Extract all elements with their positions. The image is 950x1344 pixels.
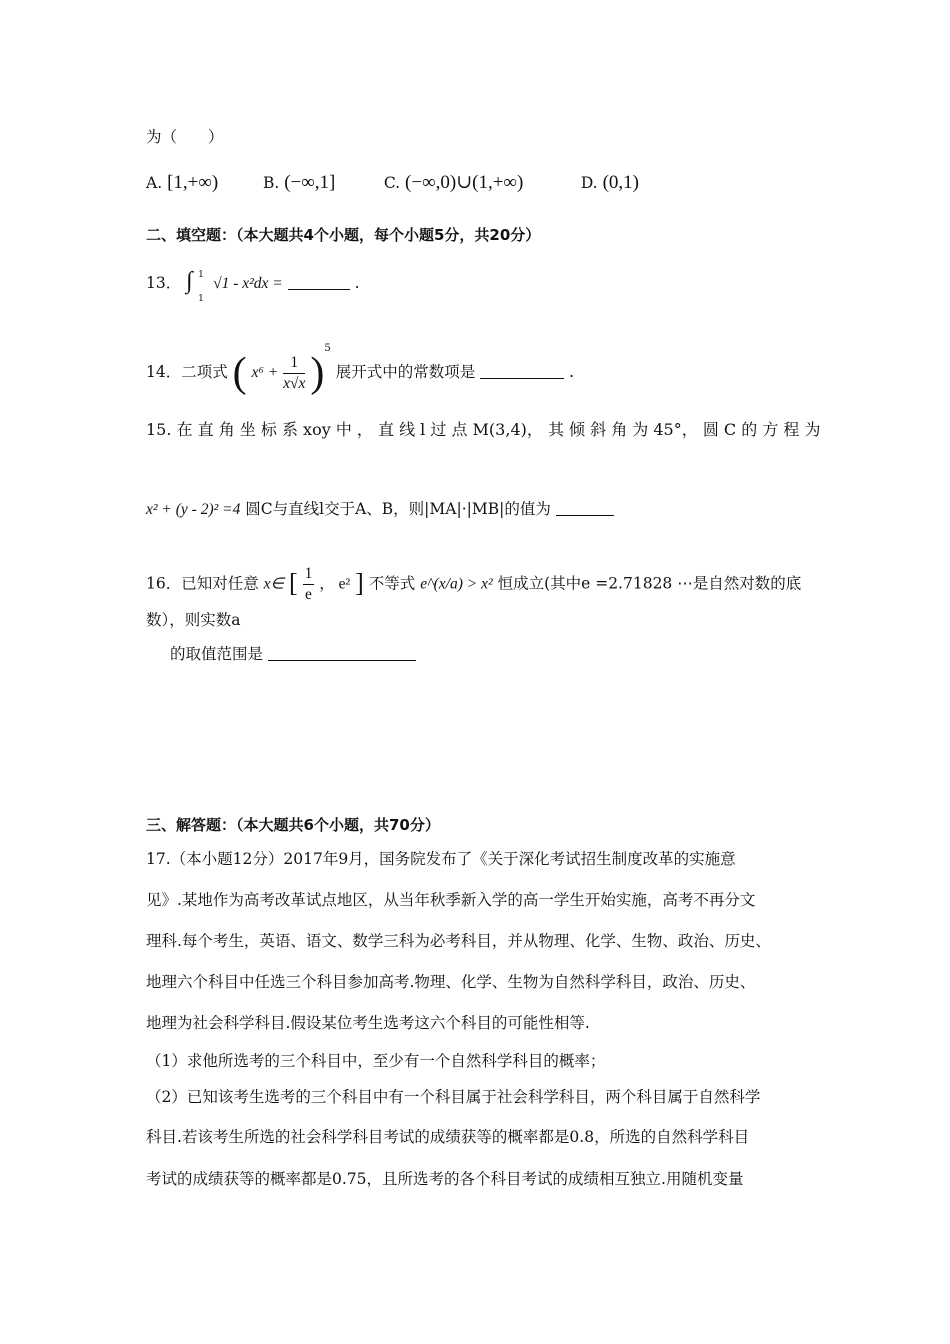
- q17-line: （2）已知该考生选考的三个科目中有一个科目属于社会科学科目，两个科目属于自然科学: [146, 1088, 761, 1106]
- q14-fraction: $\frac{1}{x√x}$: [283, 353, 306, 392]
- q14-prefix: 14．二项式: [146, 363, 228, 381]
- question-15-line-2: [146, 498, 614, 521]
- question-14: 14．二项式 ( x⁶ + $\frac{1}{x√x}$ )$^5$ 展开式中的常数项是 .: [146, 343, 575, 396]
- question-12-stem-end: 为（ ）: [146, 128, 224, 146]
- question-16-line-1: 16．已知对任意 x∈ [ $\frac{1}{e}$ ， e² ] 不等式 e^(x/a) > x² 恒成立(其中e =2.71828 ⋯是自然对数的底: [146, 565, 802, 603]
- option-d: D. (0,1): [580, 172, 639, 193]
- q14-term: x⁶ +: [251, 364, 279, 381]
- question-13: 13． ∫ 1 1 √1 - x²dx = .: [146, 268, 360, 304]
- q17-line: 科目.若该考生所选的社会科学科目考试的成绩获等的概率都是0.8，所选的自然科学科目: [146, 1128, 750, 1146]
- option-a: A. [1,+∞): [146, 172, 219, 193]
- q17-line: 理科.每个考生，英语、语文、数学三科为必考科目，并从物理、化学、生物、政治、历史、: [146, 932, 771, 950]
- q14-answer-blank: [480, 364, 564, 379]
- q17-line: 地理六个科目中任选三个科目参加高考.物理、化学、生物为自然科学科目，政治、历史、: [146, 973, 756, 991]
- question-16-line-2: 数），则实数a: [146, 611, 241, 629]
- option-c: C. (−∞,0)∪(1,+∞): [383, 172, 524, 193]
- q15-answer-blank: [556, 501, 614, 516]
- q16-answer-blank: [268, 646, 416, 661]
- q17-line: 17.（本小题12分）2017年9月，国务院发布了《关于深化考试招生制度改革的实施意: [146, 850, 736, 868]
- q16-inequality: e^(x/a) > x²: [420, 575, 493, 593]
- circle-equation: x² + (y - 2)² =4: [146, 501, 241, 518]
- q17-line: 地理为社会科学科目.假设某位考生选考这六个科目的可能性相等.: [146, 1014, 590, 1032]
- question-15-line-1: 15. 在 直 角 坐 标 系 xoy 中 ， 直 线 l 过 点 M(3,4)， 其 倾 斜 角 为 45°， 圆 C 的 方 程 为: [146, 420, 821, 439]
- q17-line: （1）求他所选考的三个科目中，至少有一个自然科学科目的概率；: [146, 1052, 606, 1070]
- q13-number: 13．: [146, 274, 182, 292]
- q14-text: 展开式中的常数项是: [335, 363, 476, 381]
- q17-line: 见》.某地作为高考改革试点地区，从当年秋季新入学的高一学生开始实施，高考不再分文: [146, 891, 756, 909]
- q17-line: 考试的成绩获等的概率都是0.75，且所选考的各个科目考试的成绩相互独立.用随机变量: [146, 1170, 744, 1188]
- integral-sign: ∫ 1 1: [186, 268, 204, 304]
- section-2-heading: 二、填空题：（本大题共4个小题，每个小题5分，共20分）: [146, 226, 541, 244]
- q16-prefix: 16．已知对任意: [146, 574, 259, 593]
- question-16-line-3: 的取值范围是: [170, 643, 416, 665]
- option-b: B. (−∞,1]: [262, 172, 336, 193]
- question-12-options: [146, 172, 639, 194]
- q13-integrand: √1 - x²dx =: [213, 275, 283, 292]
- q16-interval-fraction: $\frac{1}{e}$: [304, 565, 313, 603]
- section-3-heading: 三、解答题：（本大题共6个小题，共70分）: [146, 816, 440, 834]
- q13-answer-blank: [288, 275, 350, 290]
- q15-text: 圆C与直线l交于A、B，则|MA|·|MB|的值为: [245, 500, 551, 518]
